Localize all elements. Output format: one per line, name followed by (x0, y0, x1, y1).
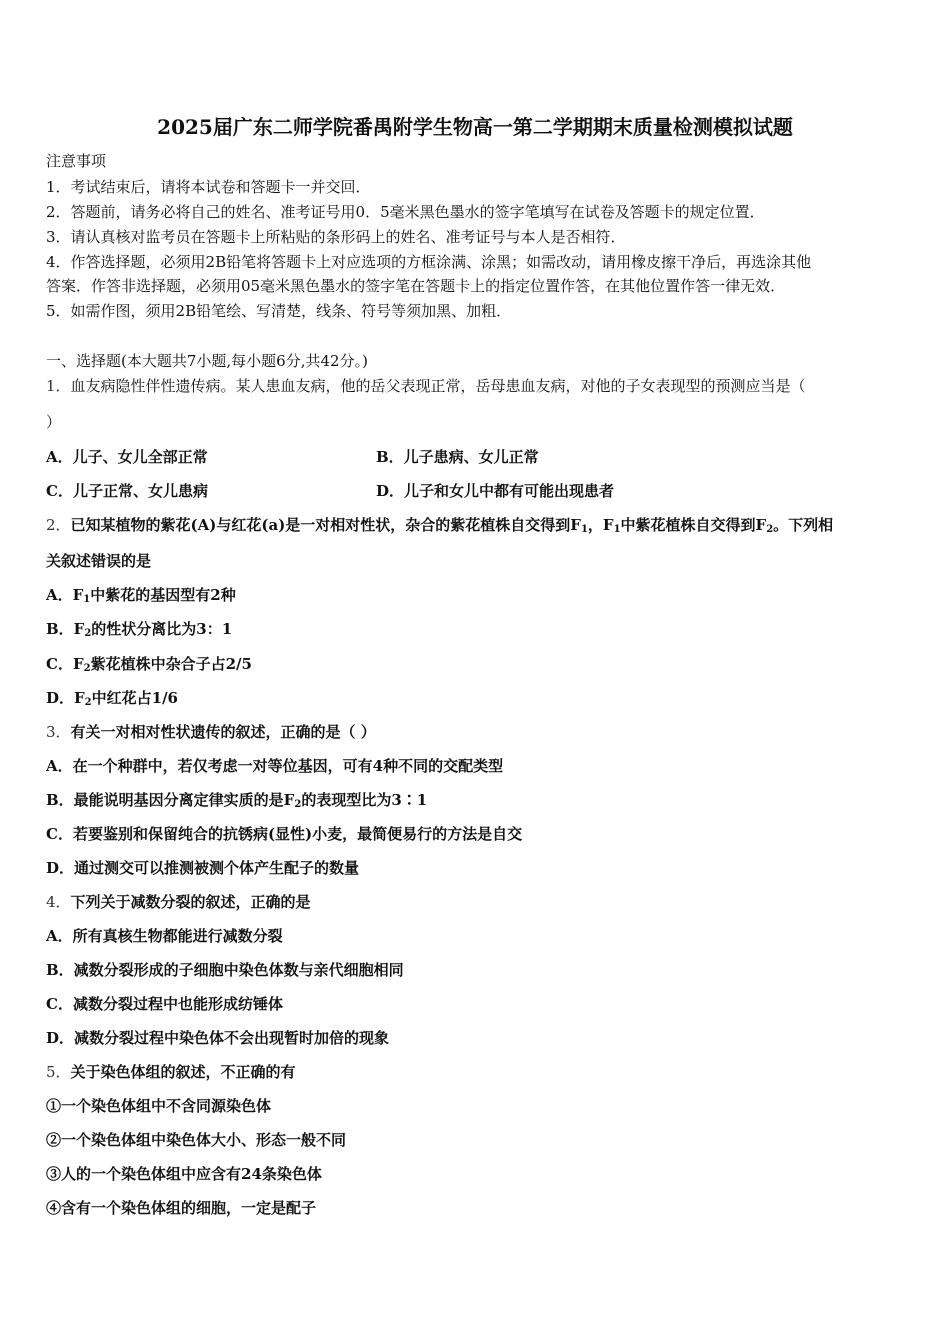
option-text: D．F (46, 689, 85, 707)
question-number: 1． (46, 377, 71, 395)
option-text: 紫花植株中杂合子占2/5 (90, 655, 252, 673)
q1-option-d: D．儿子和女儿中都有可能出现患者 (376, 482, 615, 500)
option-text: B．F (46, 620, 85, 638)
question-3-stem (46, 722, 376, 742)
option-text: A．F (46, 586, 84, 604)
subscript: 2 (84, 697, 92, 708)
question-number: 3． (46, 723, 71, 741)
notice-item-3: 3．请认真核对监考员在答题卡上所粘贴的条形码上的姓名、准考证号与本人是否相符． (46, 228, 626, 246)
q3-option-a: A．在一个种群中，若仅考虑一对等位基因，可有4种不同的交配类型 (46, 757, 504, 775)
question-text: 已知某植物的紫花(A)与红花(a)是一对相对性状，杂合的紫花植株自交得到F (70, 516, 581, 534)
option-text: 的表现型比为3∶1 (301, 791, 428, 809)
q5-statement-3: ③人的一个染色体组中应含有24条染色体 (46, 1165, 322, 1183)
question-text: ，F (587, 516, 614, 534)
q5-statement-1: ①一个染色体组中不含同源染色体 (46, 1097, 272, 1115)
question-number: 5． (46, 1063, 71, 1081)
notice-heading: 注意事项 (46, 152, 107, 170)
question-text: 中紫花植株自交得到F (620, 516, 767, 534)
notice-item-4: 4．作答选择题，必须用2B铅笔将答题卡上对应选项的方框涂满、涂黑；如需改动，请用橡皮擦干净后，再选涂其他 (46, 253, 812, 271)
q2-option-a (46, 585, 236, 610)
q1-option-a: A．儿子、女儿全部正常 (46, 448, 208, 466)
question-text: 血友病隐性伴性遗传病。某人患血友病，他的岳父表现正常，岳母患血友病，对他的子女表现型的预测应当是（ (70, 377, 806, 395)
question-2-stem (46, 515, 833, 540)
q4-option-a: A．所有真核生物都能进行减数分裂 (46, 927, 283, 945)
q5-statement-2: ②一个染色体组中染色体大小、形态一般不同 (46, 1131, 347, 1149)
question-text: 关于染色体组的叙述，不正确的有 (70, 1063, 296, 1081)
question-text: 下列关于减数分裂的叙述，正确的是 (70, 893, 311, 911)
q2-option-b (46, 619, 232, 644)
subscript: 2 (84, 628, 92, 639)
q1-option-c: C．儿子正常、女儿患病 (46, 482, 208, 500)
notice-item-4-cont: 答案．作答非选择题，必须用05毫米黑色墨水的签字笔在答题卡上的指定位置作答，在其他位置作答一律无效． (46, 277, 786, 295)
subscript: 2 (294, 799, 302, 810)
q4-option-b: B．减数分裂形成的子细胞中染色体数与亲代细胞相同 (46, 961, 404, 979)
question-text: 有关一对相对性状遗传的叙述，正确的是（ ） (70, 723, 376, 741)
subscript: 2 (766, 524, 774, 535)
q4-option-c: C．减数分裂过程中也能形成纺锤体 (46, 995, 283, 1013)
q1-option-b: B．儿子患病、女儿正常 (376, 448, 539, 466)
option-text: 中红花占1/6 (91, 689, 178, 707)
q4-option-d: D．减数分裂过程中染色体不会出现暂时加倍的现象 (46, 1029, 390, 1047)
notice-item-1: 1．考试结束后，请将本试卷和答题卡一并交回． (46, 178, 371, 196)
notice-item-2: 2．答题前，请务必将自己的姓名、准考证号用0．5毫米黑色墨水的签字笔填写在试卷及答题卡的规定位置． (46, 203, 765, 221)
question-1-stem (46, 376, 806, 396)
q2-option-d (46, 688, 178, 713)
option-text: 中紫花的基因型有2种 (90, 586, 236, 604)
q3-option-b (46, 790, 427, 815)
question-text: 。下列相 (773, 516, 834, 534)
question-2-stem-line2: 关叙述错误的是 (46, 552, 152, 570)
section-heading: 一、选择题(本大题共7小题,每小题6分,共42分。) (46, 352, 368, 370)
q5-statement-4: ④含有一个染色体组的细胞，一定是配子 (46, 1199, 317, 1217)
subscript: 1 (83, 594, 91, 605)
option-text: C．F (46, 655, 84, 673)
option-text: B．最能说明基因分离定律实质的是F (46, 791, 295, 809)
question-5-stem (46, 1062, 296, 1082)
option-text: 的性状分离比为3：1 (91, 620, 233, 638)
q2-option-c (46, 654, 252, 679)
q3-option-c: C．若要鉴别和保留纯合的抗锈病(显性)小麦，最简便易行的方法是自交 (46, 825, 523, 843)
question-4-stem (46, 892, 311, 912)
subscript: 1 (613, 524, 621, 535)
subscript: 2 (83, 663, 91, 674)
page-title: 2025届广东二师学院番禺附学生物高一第二学期期末质量检测模拟试题 (157, 115, 793, 139)
subscript: 1 (580, 524, 588, 535)
question-number: 2． (46, 516, 71, 534)
question-1-stem-end: ） (46, 413, 62, 431)
q3-option-d: D．通过测交可以推测被测个体产生配子的数量 (46, 859, 360, 877)
question-number: 4． (46, 893, 71, 911)
notice-item-5: 5．如需作图，须用2B铅笔绘、写清楚，线条、符号等须加黑、加粗． (46, 302, 512, 320)
